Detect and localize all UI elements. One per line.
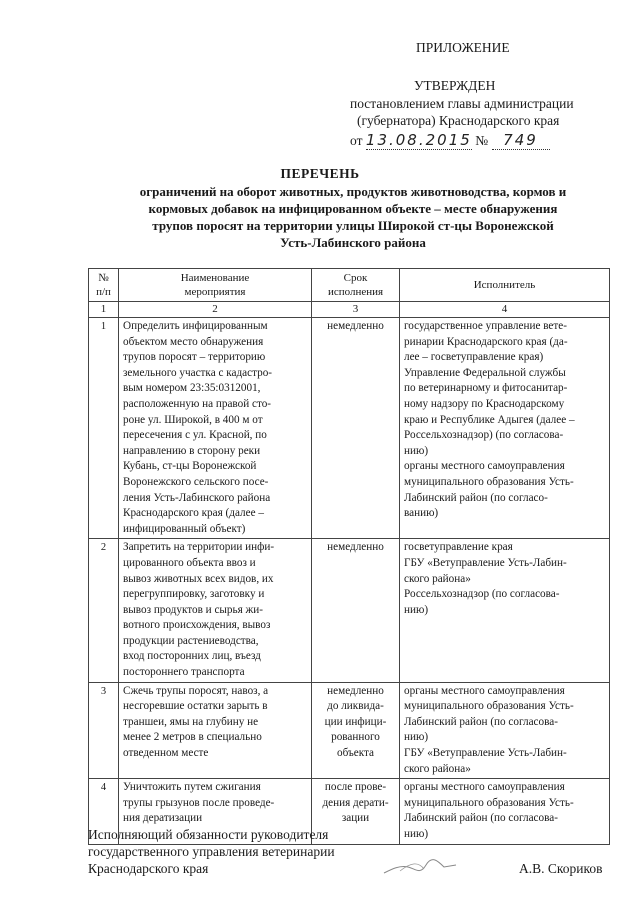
header-num: № п/п xyxy=(89,269,119,302)
cell-line: Запретить на территории инфи- xyxy=(123,541,275,554)
cell-line: роне ул. Широкой, в 400 м от xyxy=(123,413,263,426)
cell-line: менее 2 метров в специально xyxy=(123,731,262,744)
cell-line: Лабинский район (по согласова- xyxy=(404,715,558,728)
cell-line: немедленно xyxy=(327,320,384,332)
measure-name-cell xyxy=(119,539,312,682)
cell-line: Кубань, ст-цы Воронежской xyxy=(123,460,257,473)
measures-table xyxy=(88,268,610,845)
cell-line: продукции растениеводства, xyxy=(123,634,259,647)
cell-line: краю и Республике Адыгея (далее – xyxy=(404,413,575,426)
cell-line: ванию) xyxy=(404,507,439,520)
cell-line: Лабинский район (по согласова- xyxy=(404,812,558,825)
cell-line: муниципального образования Усть- xyxy=(404,796,574,809)
cell-line: органы местного самоуправления xyxy=(404,781,565,794)
handwritten-signature xyxy=(380,855,460,879)
row-number-cell: 4 xyxy=(89,779,119,844)
decree-number: 749 xyxy=(492,131,550,150)
approved-by-line1: постановлением главы администрации xyxy=(350,96,574,111)
cell-line: ского района» xyxy=(404,762,471,775)
cell-line: перегруппировку, заготовку и xyxy=(123,588,265,601)
cell-line: Лабинский район (по согласо- xyxy=(404,491,548,504)
cell-line: Уничтожить путем сжигания xyxy=(123,781,261,794)
header-executor: Исполнитель xyxy=(400,269,610,302)
approved-by-line2: (губернатора) Краснодарского края xyxy=(357,113,560,128)
measure-name-cell xyxy=(119,682,312,779)
cell-line: объектом место обнаружения xyxy=(123,335,264,348)
cell-line: рованного xyxy=(331,731,380,744)
measure-name-cell xyxy=(119,318,312,539)
cell-line: отведенном месте xyxy=(123,747,209,760)
table-header-row xyxy=(89,269,610,302)
cell-line: постороннего транспорта xyxy=(123,666,245,679)
approved-label: УТВЕРЖДЕН xyxy=(414,78,496,93)
cell-line: нию) xyxy=(404,828,429,840)
column-number-row xyxy=(89,302,610,318)
table-row xyxy=(89,539,610,682)
cell-line: Определить инфицированным xyxy=(123,320,268,332)
cell-line: траншеи, ямы на глубину не xyxy=(123,715,259,728)
cell-line: нию) xyxy=(404,603,429,616)
table-row xyxy=(89,682,610,779)
subtitle-line: ограничений на оборот животных, продуктов животноводства, кормов и xyxy=(139,184,567,199)
cell-line: лее – госветуправление края) xyxy=(404,351,544,364)
cell-line: Россельхознадзор (по согласова- xyxy=(404,588,560,601)
cell-line: пересечения с ул. Красной, по xyxy=(123,429,267,442)
cell-line: ления Усть-Лабинского района xyxy=(123,491,271,504)
cell-line: вывоз животных всех видов, их xyxy=(123,572,274,585)
cell-line: дения дерати- xyxy=(322,796,389,809)
cell-line: зации xyxy=(341,812,370,825)
cell-line: немедленно xyxy=(327,541,384,554)
term-cell xyxy=(312,539,400,682)
cell-line: госветуправление края xyxy=(404,541,513,554)
document-title: ПЕРЕЧЕНЬ xyxy=(280,166,360,181)
cell-line: Воронежского сельского посе- xyxy=(123,475,269,488)
cell-line: ному надзору по Краснодарскому xyxy=(404,397,565,410)
cell-line: земельного участка с кадастро- xyxy=(123,366,273,379)
term-cell xyxy=(312,318,400,539)
signer-position-line3: Краснодарского края xyxy=(88,861,209,876)
cell-line: по ветеринарному и фитосанитар- xyxy=(404,382,568,395)
executor-cell xyxy=(400,318,610,539)
column-number: 2 xyxy=(119,302,312,318)
number-sign: № xyxy=(475,133,489,148)
cell-line: несгоревшие остатки зарыть в xyxy=(123,700,268,713)
cell-line: муниципального образования Усть- xyxy=(404,700,574,713)
cell-line: нию) xyxy=(404,731,429,744)
cell-line: после прове- xyxy=(324,781,387,794)
document-subtitle xyxy=(118,183,588,251)
signature-block xyxy=(88,826,335,877)
cell-line: инфицированный объект) xyxy=(123,522,246,535)
cell-line: немедленно xyxy=(327,684,384,697)
table-body xyxy=(89,318,610,845)
subtitle-line: Усть-Лабинского района xyxy=(280,235,426,250)
cell-line: ГБУ «Ветуправление Усть-Лабин- xyxy=(404,747,567,760)
executor-cell xyxy=(400,539,610,682)
cell-line: расположенную на правой сто- xyxy=(123,397,272,410)
signer-position-line2: государственного управления ветеринарии xyxy=(88,844,335,859)
decree-date-line xyxy=(350,131,550,150)
cell-line: государственное управление вете- xyxy=(404,320,567,332)
cell-line: Управление Федеральной службы xyxy=(404,366,566,379)
cell-line: вым номером 23:35:0312001, xyxy=(123,382,261,395)
column-number: 4 xyxy=(400,302,610,318)
executor-cell xyxy=(400,779,610,844)
cell-line: вотного происхождения, вывоз xyxy=(123,619,271,632)
cell-line: муниципального образования Усть- xyxy=(404,475,574,488)
cell-line: Сжечь трупы поросят, навоз, а xyxy=(123,684,269,697)
row-number-cell: 1 xyxy=(89,318,119,539)
executor-cell xyxy=(400,682,610,779)
cell-line: вход посторонних лиц, въезд xyxy=(123,650,261,663)
subtitle-line: кормовых добавок на инфицированном объекте – месте обнаружения xyxy=(148,201,558,216)
column-number: 3 xyxy=(312,302,400,318)
decree-date: 13.08.2015 xyxy=(365,131,472,149)
cell-line: направлению в сторону реки xyxy=(123,444,261,457)
cell-line: объекта xyxy=(336,747,375,760)
cell-line: трупов поросят – территорию xyxy=(123,351,266,364)
appendix-label: ПРИЛОЖЕНИЕ xyxy=(416,40,510,55)
cell-line: до ликвида- xyxy=(327,700,384,713)
subtitle-line: трупов поросят на территории улицы Широкой ст-цы Воронежской xyxy=(152,218,554,233)
header-name: Наименование мероприятия xyxy=(119,269,312,302)
column-number: 1 xyxy=(89,302,119,318)
table-row xyxy=(89,318,610,539)
cell-line: ния дератизации xyxy=(123,812,203,825)
cell-line: Россельхознадзор) (по согласова- xyxy=(404,429,564,442)
cell-line: ринарии Краснодарского края (да- xyxy=(404,335,568,348)
header-term: Срок исполнения xyxy=(312,269,400,302)
cell-line: нию) xyxy=(404,444,429,457)
cell-line: Краснодарского края (далее – xyxy=(123,507,264,520)
cell-line: трупы грызунов после проведе- xyxy=(123,796,275,809)
cell-line: цированного объекта ввоз и xyxy=(123,556,256,569)
cell-line: вывоз продуктов и сырья жи- xyxy=(123,603,264,616)
signer-position-line1: Исполняющий обязанности руководителя xyxy=(88,827,329,842)
signer-name: А.В. Скориков xyxy=(519,861,603,876)
cell-line: ского района» xyxy=(404,572,471,585)
row-number-cell: 2 xyxy=(89,539,119,682)
cell-line: органы местного самоуправления xyxy=(404,684,565,697)
row-number-cell: 3 xyxy=(89,682,119,779)
term-cell xyxy=(312,682,400,779)
cell-line: ГБУ «Ветуправление Усть-Лабин- xyxy=(404,556,567,569)
cell-line: органы местного самоуправления xyxy=(404,460,565,473)
from-label: от xyxy=(350,133,363,148)
cell-line: ции инфици- xyxy=(324,715,387,728)
